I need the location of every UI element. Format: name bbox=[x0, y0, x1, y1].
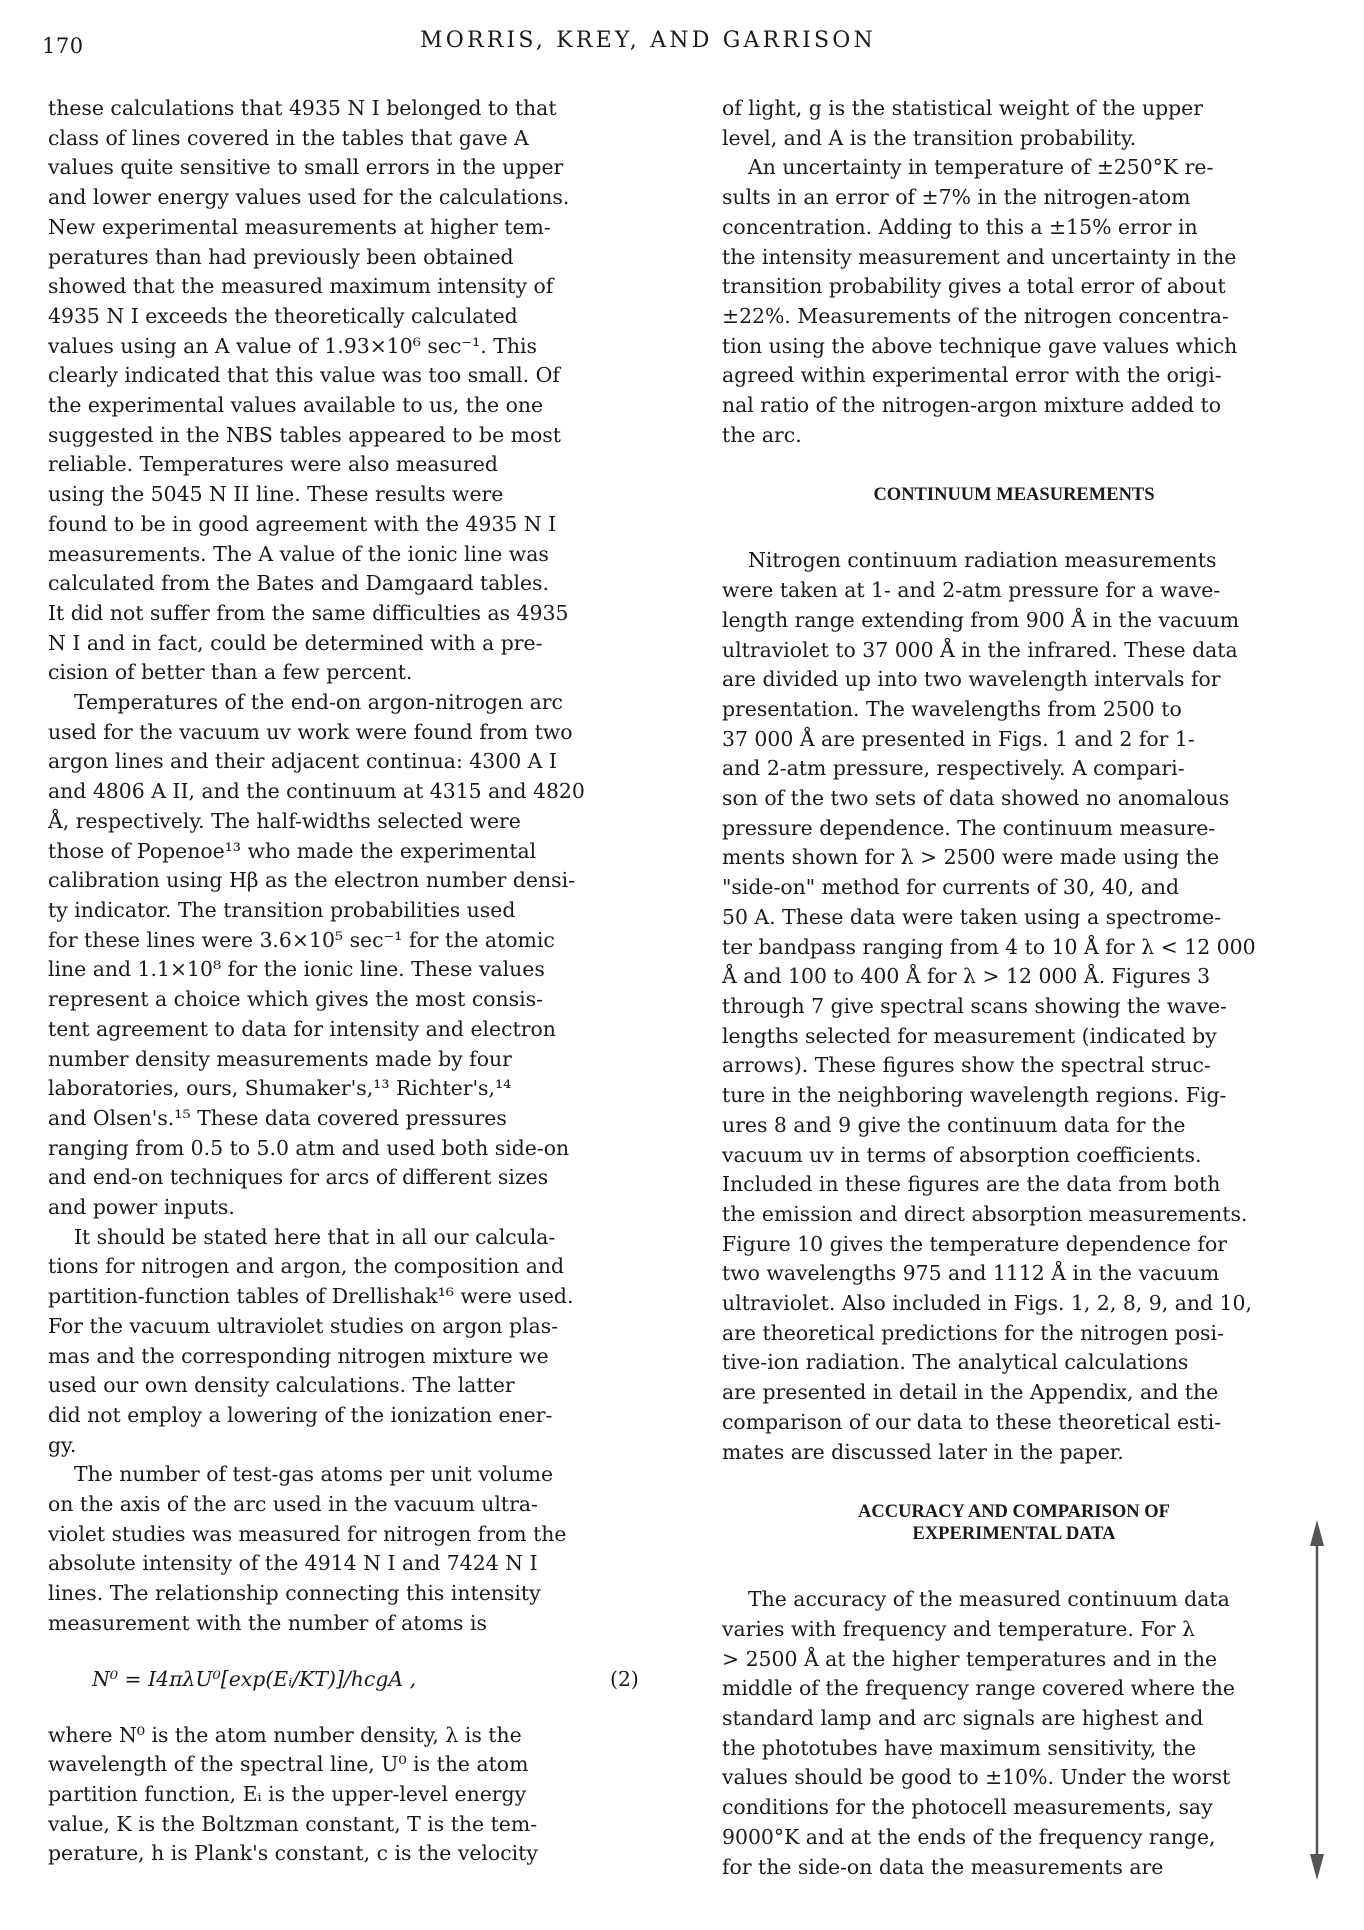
text-line: ty indicator. The transition probabilities used bbox=[48, 897, 516, 922]
text-line: The accuracy of the measured continuum data bbox=[748, 1587, 1230, 1612]
text-line: presentation. The wavelengths from 2500 to bbox=[722, 696, 1182, 721]
equation-2 bbox=[48, 1665, 668, 1695]
text-line: violet studies was measured for nitrogen from the bbox=[48, 1521, 567, 1546]
text-line: measurement with the number of atoms is bbox=[48, 1610, 487, 1635]
text-line: tive-ion radiation. The analytical calculations bbox=[722, 1350, 1189, 1375]
text-line: values using an A value of 1.93×10⁶ sec⁻¹. This bbox=[48, 333, 537, 358]
text-line: represent a choice which gives the most consis- bbox=[48, 987, 544, 1012]
text-line: conditions for the photocell measurements, say bbox=[722, 1795, 1213, 1820]
text-line: laboratories, ours, Shumaker's,¹³ Richter's,¹⁴ bbox=[48, 1076, 512, 1101]
text-line: values quite sensitive to small errors in the upper bbox=[48, 155, 564, 180]
text-line: cision of better than a few percent. bbox=[48, 660, 413, 685]
text-line: the experimental values available to us, the one bbox=[48, 393, 544, 418]
text-line: varies with frequency and temperature. For λ bbox=[722, 1616, 1195, 1641]
text-line: agreed within experimental error with the origi- bbox=[722, 363, 1222, 388]
text-line: are divided up into two wavelength intervals for bbox=[722, 667, 1221, 692]
text-line: and end-on techniques for arcs of different sizes bbox=[48, 1165, 549, 1190]
text-line: nal ratio of the nitrogen-argon mixture added to bbox=[722, 393, 1222, 418]
text-line: 50 A. These data were taken using a spectrome- bbox=[722, 904, 1222, 929]
text-line: ±22%. Measurements of the nitrogen concentra- bbox=[722, 303, 1229, 328]
double-headed-arrow-icon bbox=[1308, 1520, 1326, 1880]
text-line: and 2-atm pressure, respectively. A compari- bbox=[722, 756, 1185, 781]
text-line: sults in an error of ±7% in the nitrogen-atom bbox=[722, 185, 1191, 210]
text-line: are presented in detail in the Appendix, and the bbox=[722, 1380, 1219, 1405]
text-line: "side-on" method for currents of 30, 40, and bbox=[722, 875, 1180, 900]
text-line: An uncertainty in temperature of ±250°K re- bbox=[748, 155, 1214, 180]
paragraph bbox=[722, 94, 1342, 153]
text-line: Å and 100 to 400 Å for λ > 12 000 Å. Figures 3 bbox=[722, 964, 1211, 989]
text-line: were taken at 1- and 2-atm pressure for a wave- bbox=[722, 578, 1221, 603]
equation-number: (2) bbox=[610, 1666, 639, 1691]
text-line: 37 000 Å are presented in Figs. 1 and 2 for 1- bbox=[722, 726, 1195, 751]
text-line: Temperatures of the end-on argon-nitrogen arc bbox=[74, 690, 563, 715]
text-line: length range extending from 900 Å in the vacuum bbox=[722, 607, 1240, 632]
text-line: Included in these figures are the data from both bbox=[722, 1172, 1221, 1197]
text-line: measurements. The A value of the ionic line was bbox=[48, 541, 549, 566]
text-line: and 4806 A II, and the continuum at 4315 and 4820 bbox=[48, 779, 585, 804]
paragraph bbox=[48, 94, 668, 688]
text-line: partition-function tables of Drellishak¹⁶ were used. bbox=[48, 1284, 574, 1309]
paragraph bbox=[48, 688, 668, 1223]
text-line: ures 8 and 9 give the continuum data for the bbox=[722, 1112, 1186, 1137]
text-line: the intensity measurement and uncertainty in the bbox=[722, 244, 1237, 269]
text-line: standard lamp and arc signals are highest and bbox=[722, 1706, 1204, 1731]
text-line: N I and in fact, could be determined with a pre- bbox=[48, 630, 543, 655]
text-line: values should be good to ±10%. Under the worst bbox=[722, 1765, 1231, 1790]
text-line: 9000°K and at the ends of the frequency range, bbox=[722, 1824, 1216, 1849]
page-number: 170 bbox=[42, 34, 84, 58]
text-line: Nitrogen continuum radiation measurements bbox=[748, 548, 1217, 573]
text-line: New experimental measurements at higher tem- bbox=[48, 214, 551, 239]
text-line: ultraviolet to 37 000 Å in the infrared. These data bbox=[722, 637, 1238, 662]
text-line: mas and the corresponding nitrogen mixture we bbox=[48, 1343, 549, 1368]
text-line: tent agreement to data for intensity and electron bbox=[48, 1016, 556, 1041]
text-line: argon lines and their adjacent continua: 4300 A I bbox=[48, 749, 557, 774]
text-line: these calculations that 4935 N I belonged to that bbox=[48, 96, 557, 120]
text-line: mates are discussed later in the paper. bbox=[722, 1439, 1124, 1464]
text-line: The number of test-gas atoms per unit volume bbox=[74, 1462, 554, 1487]
text-line: lengths selected for measurement (indicated by bbox=[722, 1023, 1217, 1048]
text-line: ture in the neighboring wavelength regions. Fig- bbox=[722, 1083, 1227, 1108]
text-line: calibration using Hβ as the electron number densi- bbox=[48, 868, 575, 893]
text-line: the arc. bbox=[722, 422, 802, 447]
text-line: concentration. Adding to this a ±15% error in bbox=[722, 214, 1198, 239]
paragraph bbox=[48, 1460, 668, 1638]
text-line: tions for nitrogen and argon, the composition and bbox=[48, 1254, 565, 1279]
text-line: tion using the above technique gave values which bbox=[722, 333, 1238, 358]
text-line: line and 1.1×10⁸ for the ionic line. These values bbox=[48, 957, 545, 982]
text-line: absolute intensity of the 4914 N I and 7424 N I bbox=[48, 1551, 538, 1576]
text-line: It should be stated here that in all our calcula- bbox=[74, 1224, 556, 1249]
paragraph bbox=[722, 546, 1342, 1467]
text-line: where N⁰ is the atom number density, λ is the bbox=[48, 1722, 522, 1747]
text-line: number density measurements made by four bbox=[48, 1046, 512, 1071]
text-line: and power inputs. bbox=[48, 1195, 235, 1220]
text-line: level, and A is the transition probability. bbox=[722, 125, 1137, 150]
text-line: value, K is the Boltzman constant, T is the tem- bbox=[48, 1811, 538, 1836]
text-line: transition probability gives a total error of about bbox=[722, 274, 1226, 299]
right-column bbox=[722, 94, 1342, 1882]
text-line: using the 5045 N II line. These results were bbox=[48, 482, 504, 507]
text-line: of light, g is the statistical weight of the upper bbox=[722, 96, 1203, 120]
section-heading-line: ACCURACY AND COMPARISON OF bbox=[858, 1502, 1170, 1523]
left-column bbox=[48, 94, 668, 1869]
section-heading-line: EXPERIMENTAL DATA bbox=[912, 1524, 1116, 1545]
paragraph bbox=[722, 153, 1342, 450]
paragraph bbox=[48, 1721, 668, 1870]
text-line: showed that the measured maximum intensity of bbox=[48, 274, 554, 299]
running-head: MORRIS, KREY, AND GARRISON bbox=[420, 28, 876, 53]
text-line: the phototubes have maximum sensitivity, the bbox=[722, 1735, 1197, 1760]
text-line: the emission and direct absorption measurements. bbox=[722, 1201, 1248, 1226]
text-line: son of the two sets of data showed no anomalous bbox=[722, 786, 1230, 811]
text-line: found to be in good agreement with the 4935 N I bbox=[48, 511, 557, 536]
text-line: two wavelengths 975 and 1112 Å in the vacuum bbox=[722, 1261, 1220, 1286]
equation-formula: N⁰ = I4πλU⁰[exp(Eᵢ/KT)]/hcgA , bbox=[92, 1666, 417, 1691]
text-line: It did not suffer from the same difficulties as 4935 bbox=[48, 600, 569, 625]
text-line: calculated from the Bates and Damgaard tables. bbox=[48, 571, 549, 596]
text-line: used our own density calculations. The latter bbox=[48, 1373, 515, 1398]
text-line: suggested in the NBS tables appeared to be most bbox=[48, 422, 561, 447]
text-line: partition function, Eᵢ is the upper-level energy bbox=[48, 1781, 527, 1806]
text-line: those of Popenoe¹³ who made the experimental bbox=[48, 838, 537, 863]
text-line: for the side-on data the measurements are bbox=[722, 1854, 1164, 1879]
text-line: reliable. Temperatures were also measured bbox=[48, 452, 498, 477]
text-line: ranging from 0.5 to 5.0 atm and used both side-on bbox=[48, 1135, 570, 1160]
text-line: and Olsen's.¹⁵ These data covered pressures bbox=[48, 1105, 507, 1130]
text-line: class of lines covered in the tables that gave A bbox=[48, 125, 529, 150]
text-line: for these lines were 3.6×10⁵ sec⁻¹ for the atomic bbox=[48, 927, 555, 952]
text-line: Figure 10 gives the temperature dependence for bbox=[722, 1231, 1227, 1256]
text-line: Å, respectively. The half-widths selected were bbox=[48, 808, 521, 833]
text-line: did not employ a lowering of the ionization ener- bbox=[48, 1402, 553, 1427]
text-line: comparison of our data to these theoretical esti- bbox=[722, 1409, 1222, 1434]
text-line: through 7 give spectral scans showing the wave- bbox=[722, 993, 1227, 1018]
text-line: gy. bbox=[48, 1432, 77, 1457]
text-line: wavelength of the spectral line, U⁰ is the atom bbox=[48, 1752, 529, 1777]
paragraph bbox=[722, 1585, 1342, 1882]
text-line: peratures than had previously been obtained bbox=[48, 244, 514, 269]
text-line: arrows). These figures show the spectral struc- bbox=[722, 1053, 1211, 1078]
text-line: ultraviolet. Also included in Figs. 1, 2, 8, 9, and 10, bbox=[722, 1291, 1252, 1316]
text-line: ter bandpass ranging from 4 to 10 Å for λ < 12 000 bbox=[722, 934, 1256, 959]
text-line: are theoretical predictions for the nitrogen posi- bbox=[722, 1320, 1224, 1345]
paragraph bbox=[48, 1223, 668, 1461]
text-line: 4935 N I exceeds the theoretically calculated bbox=[48, 303, 518, 328]
text-line: used for the vacuum uv work were found from two bbox=[48, 719, 573, 744]
text-line: perature, h is Plank's constant, c is the velocity bbox=[48, 1841, 538, 1866]
text-line: vacuum uv in terms of absorption coefficients. bbox=[722, 1142, 1202, 1167]
section-heading-continuum: CONTINUUM MEASUREMENTS bbox=[873, 485, 1155, 506]
text-line: and lower energy values used for the calculations. bbox=[48, 185, 570, 210]
section-heading-accuracy bbox=[722, 1501, 1342, 1545]
text-line: lines. The relationship connecting this intensity bbox=[48, 1581, 541, 1606]
text-line: clearly indicated that this value was too small. Of bbox=[48, 363, 560, 388]
text-line: pressure dependence. The continuum measure- bbox=[722, 815, 1216, 840]
text-line: For the vacuum ultraviolet studies on argon plas- bbox=[48, 1313, 559, 1338]
text-line: on the axis of the arc used in the vacuum ultra- bbox=[48, 1492, 538, 1517]
text-line: > 2500 Å at the higher temperatures and in the bbox=[722, 1646, 1218, 1671]
text-line: ments shown for λ > 2500 were made using the bbox=[722, 845, 1220, 870]
text-line: middle of the frequency range covered where the bbox=[722, 1676, 1235, 1701]
